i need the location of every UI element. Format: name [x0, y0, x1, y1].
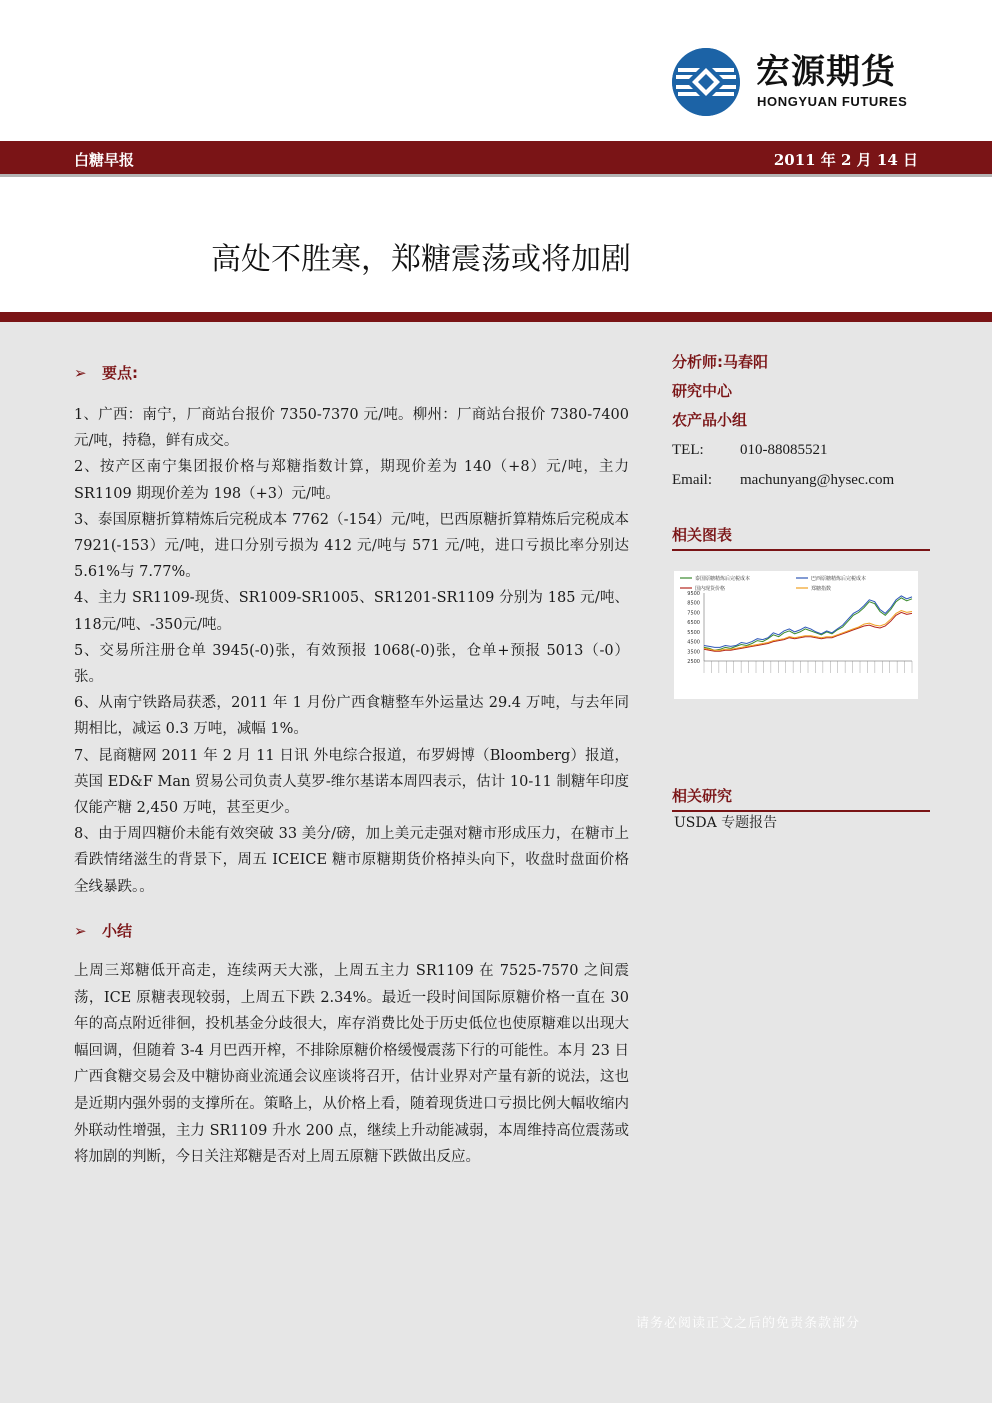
tel-value: 010-88085521 [740, 442, 828, 458]
related-research-item[interactable]: USDA 专题报告 [674, 815, 778, 831]
y-tick-label: 6500 [687, 620, 700, 627]
key-point-item: 4、主力 SR1109-现货、SR1009-SR1005、SR1201-SR1109 分别为 185 元/吨、118元/吨、-350元/吨。 [74, 590, 629, 633]
key-point-item: 7、昆商糖网 2011 年 2 月 11 日讯 外电综合报道，布罗姆博（Bloomberg）报道，英国 ED&F Man 贸易公司负责人莫罗-维尔基诺本周四表示，估计 10-11 制糖年印度仅能产糖 2,450 万吨，甚至更少。 [74, 747, 629, 817]
legend-label: 国内现货价格 [695, 586, 726, 592]
key-point-item: 5、交易所注册仓单 3945(-0)张，有效预报 1068(-0)张，仓单+预报 5013（-0）张。 [74, 642, 629, 686]
report-title: 高处不胜寒，郑糖震荡或将加剧 [211, 242, 631, 277]
tel-label: TEL: [672, 442, 704, 458]
email-label: Email: [672, 472, 712, 488]
y-tick-label: 5500 [687, 629, 700, 636]
related-charts-heading: 相关图表 [672, 524, 930, 551]
key-point-item: 1、广西：南宁，厂商站台报价 7350-7370 元/吨。柳州：厂商站台报价 7380-7400元/吨，持稳，鲜有成交。 [74, 407, 629, 450]
key-point-item: 8、由于周四糖价未能有效突破 33 美分/磅，加上美元走强对糖市形成压力，在糖市上看跌情绪滋生的背景下，周五 ICEICE 糖市原糖期货价格掉头向下，收盘时盘面价格全线暴跌。。 [74, 826, 629, 895]
y-tick-label: 8500 [687, 600, 700, 607]
company-logo [672, 48, 922, 118]
analyst-info [672, 348, 930, 495]
price-chart-svg [674, 571, 918, 699]
y-tick-label: 4500 [687, 639, 700, 646]
price-chart [674, 571, 918, 699]
disclaimer-note: 请务必阅读正文之后的免责条款部分 [636, 1316, 861, 1331]
arrow-bullet-icon: ➢ [74, 364, 87, 382]
key-points-heading [74, 362, 138, 383]
summary-heading [74, 920, 132, 941]
brand-name-en: HONGYUAN FUTURES [757, 94, 908, 109]
analyst-name: 分析师:马春阳 [672, 353, 768, 371]
key-point-item: 6、从南宁铁路局获悉，2011 年 1 月份广西食糖整车外运量达 29.4 万吨，与去年同期相比，减运 0.3 万吨，减幅 1%。 [74, 695, 629, 738]
key-point-item: 3、泰国原糖折算精炼后完税成本 7762（-154）元/吨，巴西原糖折算精炼后完税成本 7921(-153）元/吨，进口分别亏损为 412 元/吨与 571 元/吨，进口亏损比率分别达 5.61%与 7.77%。 [74, 511, 629, 581]
related-research-heading: 相关研究 [672, 785, 930, 812]
y-tick-label: 3500 [687, 649, 700, 656]
summary-heading-label: 小结 [102, 922, 133, 940]
y-tick-label: 2500 [687, 659, 700, 665]
y-tick-label: 7500 [687, 610, 700, 617]
key-points-list [74, 402, 629, 900]
brand-name-cn: 宏源期货 [756, 52, 896, 92]
logo-emblem-icon [672, 48, 740, 116]
legend-label: 巴西原糖精炼后完税成本 [811, 576, 867, 582]
report-type: 白糖早报 [74, 151, 135, 169]
report-header-band [0, 141, 992, 177]
department: 研究中心 [672, 382, 733, 400]
series-line [704, 598, 912, 650]
arrow-bullet-icon: ➢ [74, 922, 87, 940]
email-value[interactable]: machunyang@hysec.com [740, 472, 895, 488]
summary-text: 上周三郑糖低开高走，连续两天大涨，上周五主力 SR1109 在 7525-7570 之间震荡，ICE 原糖表现较弱，上周五下跌 2.34%。最近一段时间国际原糖价格一直在 30 年的高点附近徘徊，投机基金分歧很大，库存消费比处于历史低位也使原糖难以出现大幅回调，但随着 3-4 月巴西开榨，不排除原糖价格缓慢震荡下行的可能性。本月 23 日广西食糖交易会及中糖协商业流通会议座谈将召开，估计业界对产量有新的说法，这也是近期内强外弱的支撑所在。策略上，从价格上看，随着现货进口亏损比例大幅收缩内外联动性增强，主力 SR1109 升水 200 点，继续上升动能减弱，本周维持高位震荡或将加剧的判断，今日关注郑糖是否对上周五原糖下跌做出反应。 [74, 963, 629, 1166]
group: 农产品小组 [672, 411, 748, 429]
report-date: 2011 年 2 月 14 日 [773, 151, 918, 169]
legend-label: 郑糖指数 [811, 586, 832, 592]
series-line [704, 596, 912, 648]
key-points-heading-label: 要点: [102, 364, 138, 382]
tel-row [672, 435, 930, 465]
y-tick-label: 9500 [687, 591, 700, 597]
email-row [672, 465, 930, 495]
title-divider [0, 312, 992, 322]
legend-label: 泰国原糖精炼后完税成本 [695, 576, 751, 582]
key-point-item: 2、按产区南宁集团报价格与郑糖指数计算，期现价差为 140（+8）元/吨，主力 SR1109 期现价差为 198（+3）元/吨。 [74, 459, 629, 502]
